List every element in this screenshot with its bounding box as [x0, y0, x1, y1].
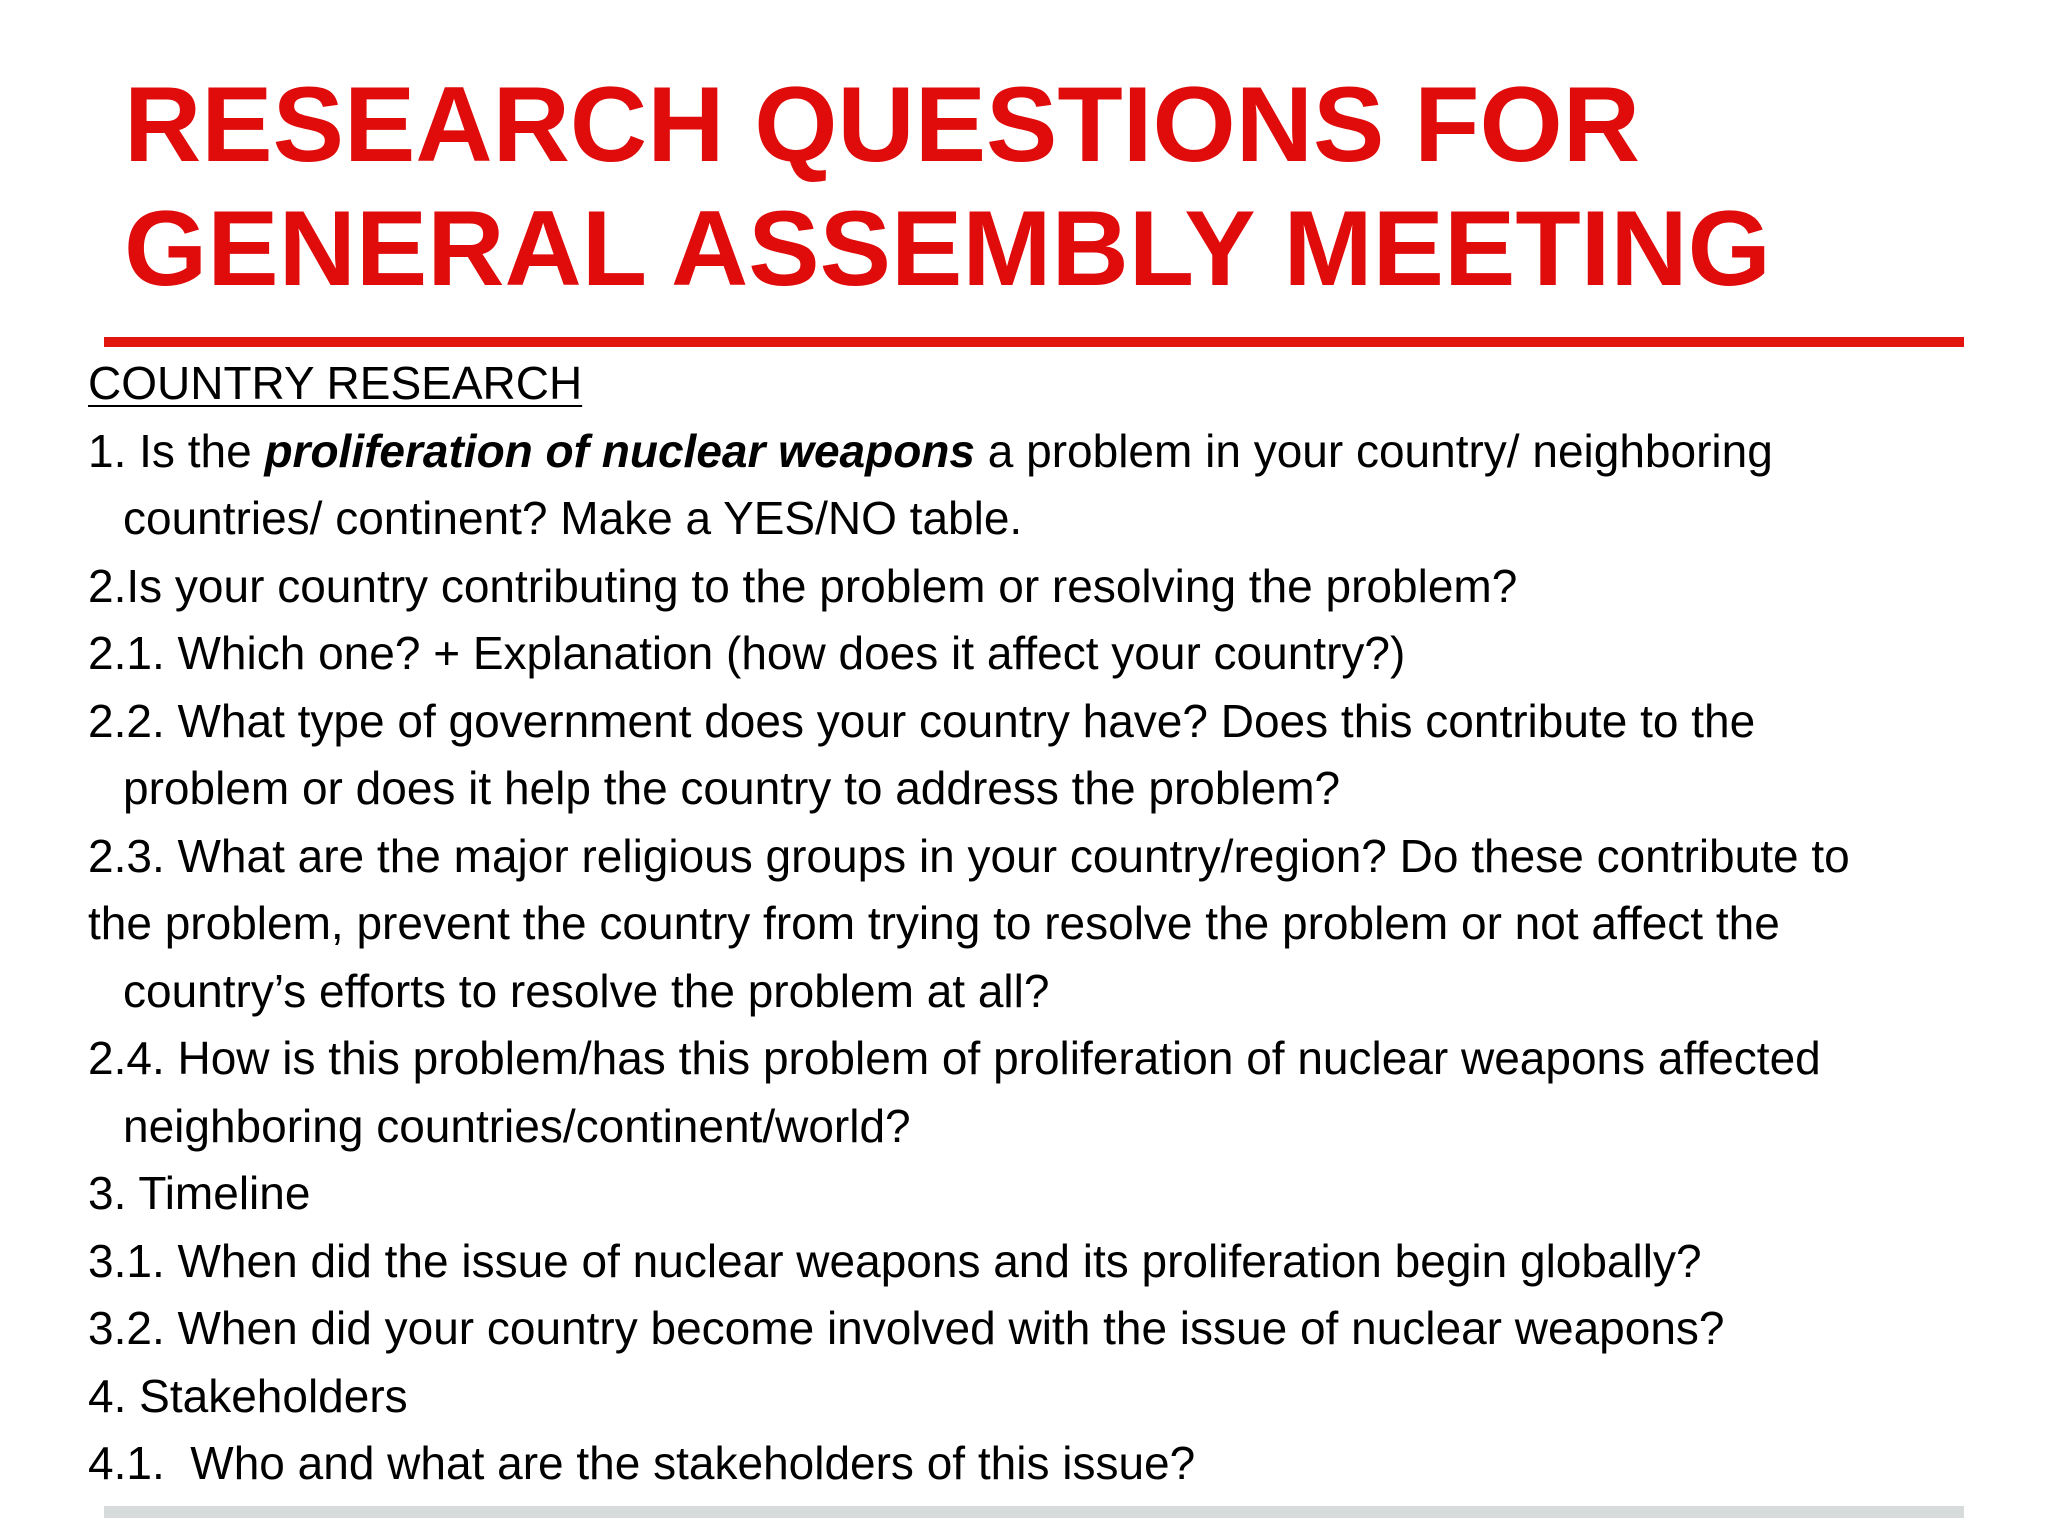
- question-1-prefix: 1. Is the: [88, 424, 265, 477]
- question-1-suffix: a problem in your country/ neighboring: [975, 424, 1773, 477]
- slide-title: [124, 62, 2004, 310]
- question-3: 3. Timeline: [88, 1167, 311, 1219]
- title-line-2: GENERAL ASSEMBLY MEETING: [124, 188, 1771, 308]
- question-1-line-1: [88, 418, 1988, 486]
- question-4: 4. Stakeholders: [88, 1369, 408, 1422]
- question-1-emphasis: proliferation of nuclear weapons: [264, 424, 975, 477]
- title-divider: [104, 337, 1964, 347]
- question-2: 2.Is your country contributing to the problem or resolving the problem?: [88, 559, 1518, 612]
- question-3-2: 3.2. When did your country become involved with the issue of nuclear weapons?: [88, 1302, 1725, 1354]
- question-2-4-line-1: 2.4. How is this problem/has this problem of proliferation of nuclear weapons affected: [88, 1032, 1821, 1084]
- question-2-3-line-3: country’s efforts to resolve the problem at all?: [123, 964, 1050, 1017]
- question-2-2-line-2: problem or does it help the country to address the problem?: [123, 762, 1341, 814]
- question-3-1: 3.1. When did the issue of nuclear weapons and its proliferation begin globally?: [88, 1234, 1702, 1287]
- bottom-divider: [104, 1506, 1964, 1518]
- question-2-4-line-2: neighboring countries/continent/world?: [123, 1099, 911, 1152]
- question-2-3-line-1: 2.3. What are the major religious groups in your country/region? Do these contribute to: [88, 829, 1850, 882]
- title-line-1: RESEARCH QUESTIONS FOR: [124, 64, 1640, 184]
- question-4-1: 4.1. Who and what are the stakeholders of this issue?: [88, 1437, 1196, 1489]
- question-1-line-2: countries/ continent? Make a YES/NO table.: [123, 492, 1023, 544]
- section-heading-text: COUNTRY RESEARCH: [88, 357, 583, 409]
- question-2-1: 2.1. Which one? + Explanation (how does it affect your country?): [88, 627, 1406, 679]
- section-heading: [88, 350, 1988, 418]
- question-2-3-line-2: the problem, prevent the country from trying to resolve the problem or not affect the: [88, 897, 1780, 949]
- slide-body: [88, 350, 1988, 1498]
- question-2-2-line-1: 2.2. What type of government does your country have? Does this contribute to the: [88, 694, 1756, 747]
